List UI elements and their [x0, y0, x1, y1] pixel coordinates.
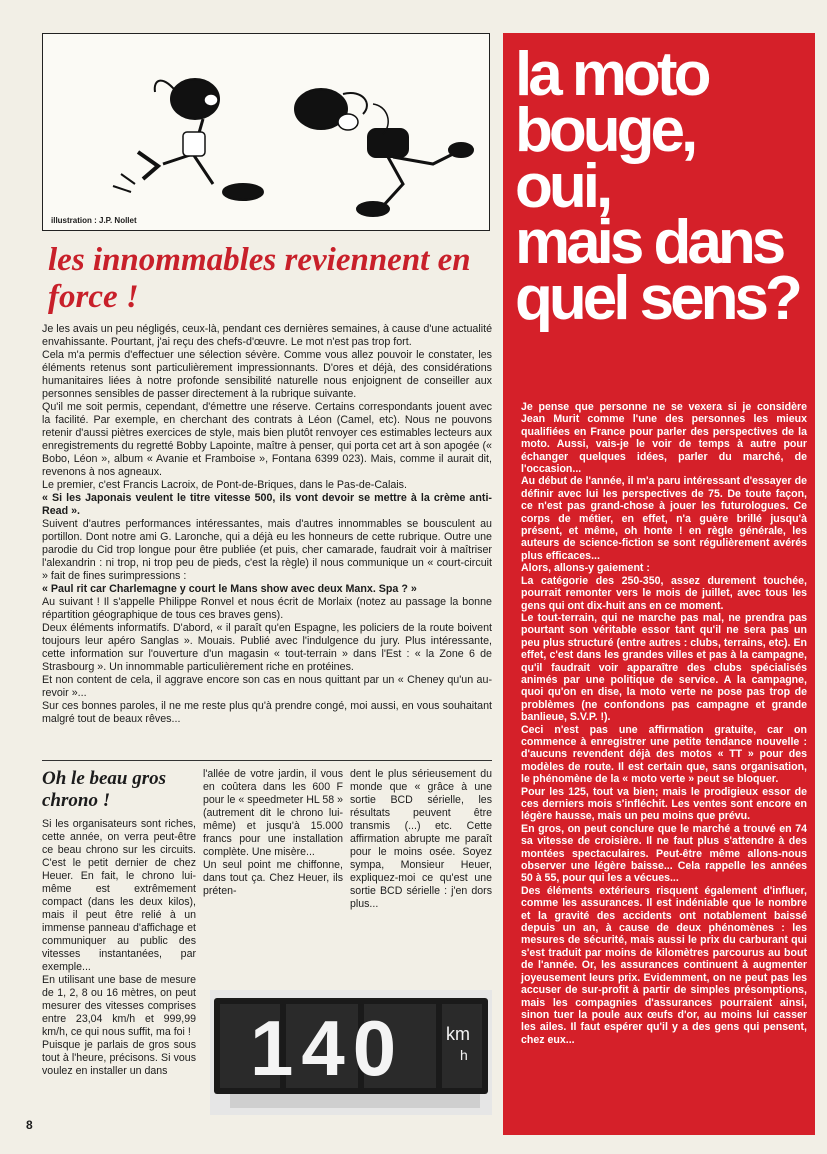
running-figures-drawing	[43, 34, 489, 230]
sidebar-title-line: mais dans	[515, 208, 783, 277]
article-paragraph: Je les avais un peu négligés, ceux-là, pendant ces dernières semaines, à cause d'une actualité envahissante. Pourtant, j'ai reçu des chefs-d'œuvre. Le mot n'est pas trop fort.	[42, 323, 493, 348]
display-unit-h: h	[460, 1047, 468, 1063]
sidebar-title-line: oui,	[515, 152, 610, 221]
chrono-paragraph: En utilisant une base de mesure de 1, 2, 8 ou 16 mètres, on peut mesurer des vitesses comprises entre 23,04 km/h et 999,99 km/h, ce qui nous suffit, ma foi !	[42, 974, 196, 1038]
sidebar-title-line: la moto	[515, 40, 708, 109]
sidebar-paragraph: Ceci n'est pas une affirmation gratuite, car on commence à enregistrer une petite tendance nouvelle : d'aucuns revendent déjà des motos « TT » pour des modèles de route. Il est certain que, sans organisation, le phénomène de la « moto verte » peut se bloquer.	[521, 723, 807, 786]
sidebar-paragraph: La catégorie des 250-350, assez durement touchée, pourrait remonter vers le mois de juillet, avec tous les gens qui ont dix-huit ans en ce moment.	[521, 574, 807, 612]
chrono-paragraph: Si les organisateurs sont riches, cette année, on verra peut-être ce beau chrono sur les circuits. C'est le petit dernier de chez Heuer. En fait, le chrono lui-même est extrêmement compact (dans les deux kilos), mais il peut être relié à un immense panneau d'affichage et communiquer au public des vitesses instantanées, par exemple...	[42, 818, 196, 973]
sidebar-paragraph: Le tout-terrain, qui ne marche pas mal, ne prendra pas pourtant son véritable essor tant qu'il ne sera pas un peu plus structuré (entre autres : clubs, terrains, etc). En effet, c'est dans les grandes villes et pas à la campagne, qu'il faudrait voir apparaître des clubs spécialisés animés par une politique de service. A la campagne, quoi qu'on en dise, la moto verte ne pose pas trop de problèmes (ne confondons pas campagne et grande banlieue, S.V.P. !).	[521, 611, 807, 724]
display-unit-km: km	[446, 1024, 470, 1044]
speed-display-panel	[210, 990, 492, 1115]
sidebar-title	[515, 40, 811, 333]
sidebar-paragraph: Au début de l'année, il m'a paru intéressant d'essayer de définir avec lui les perspectives de 75. De toute façon, ce n'est pas grand-chose à jouer les futurologues. Ce corps de métier, en effet, n'a guère brillé jusqu'à présent, et même, oh honte ! en règle générale, les auteurs de science-fiction se sont régulièrement avérés plus efficaces...	[521, 475, 807, 562]
article-paragraph: Deux éléments informatifs. D'abord, « il paraît qu'en Espagne, les policiers de la route boivent toujours leur apéro Sanglas ». Mouais. Publié avec l'indulgence du jury. Plus intéressante, cette information sur l'ouverture d'un magasin « tout-terrain » dans l'Est : « la Zone 6 de Strasbourg ». Un innommable particulièrement riche en protéines.	[42, 622, 492, 673]
article-paragraph: Cela m'a permis d'effectuer une sélection sévère. Comme vous allez pouvoir le constater, les éléments retenus sont particulièrement impressionnants. D'ores et déjà, des considérations humanitaires liées à notre profonde sensibilité naturelle nous enjoignent de conseiller aux personnes sensibles de passer directement à la rubrique suivante.	[42, 349, 492, 400]
chrono-paragraph: dent le plus sérieusement du monde que « grâce à une sortie BCD sérielle, les résultats peuvent être transmis (...) etc. Cette affirmation abrupte me paraît pour le moins osée. Soyez sympa, Monsieur Heuer, expliquez-moi ce qu'est une sortie BCD sérielle : j'en dors plus...	[350, 768, 492, 910]
chrono-column-1	[42, 768, 196, 1078]
sidebar-body	[521, 401, 807, 1046]
sidebar-title-line: quel sens?	[515, 264, 799, 333]
section-divider	[42, 760, 492, 761]
chrono-paragraph: Puisque je parlais de gros sous tout à l'heure, précisons. Si vous voulez en installer un dans	[42, 1039, 196, 1077]
illustration-credit: illustration : J.P. Nollet	[51, 216, 137, 225]
chrono-column-3	[350, 768, 492, 911]
sidebar-paragraph: Alors, allons-y gaiement :	[521, 562, 650, 575]
article-body	[42, 323, 492, 726]
cartoon-illustration	[42, 33, 490, 231]
sidebar-paragraph: Des éléments extérieurs risquent également d'influer, comme les assurances. Il est indéniable que le nombre et la gravité des accidents ont notablement baissé depuis un an, à cause de deux phénomènes : les mesures de sécurité, mais aussi le prix du carburant qui s'est traduit par moins de kilomètres parcourus au bout de l'année. Or, les assurances continuent à augmenter joyeusement leurs prix. Evidemment, on ne peut pas les accuser de sur-profit à partir de simples présomptions, mais les compagnies d'assurances pourraient ainsi, sinon tuer la poule aux œufs d'or, au moins lui casser les ailes. Il faut espérer qu'il y a des gens qui pensent, chez eux...	[521, 884, 807, 1046]
chrono-column-2	[203, 768, 343, 898]
page-number: 8	[26, 1118, 33, 1132]
chrono-paragraph: l'allée de votre jardin, il vous en coûtera dans les 600 F pour le « speedmeter HL 58 » (autrement dit le chrono lui-même) et jusqu'à 15.000 francs pour une installation complète. Une misère...	[203, 768, 343, 858]
red-sidebar	[503, 33, 815, 1135]
article-quote: « Paul rit car Charlemagne y court le Mans show avec deux Manx. Spa ? »	[42, 583, 417, 595]
article-paragraph: Et non content de cela, il aggrave encore son cas en nous quittant par un « Cheney qu'un au-revoir »...	[42, 674, 492, 699]
sidebar-paragraph: Pour les 125, tout va bien; mais le prodigieux essor de ces derniers mois s'infléchit. Les ventes sont encore en légère hausse, mais un peu moins que prévu.	[521, 785, 807, 823]
article-paragraph: Le premier, c'est Francis Lacroix, de Pont-de-Briques, dans le Pas-de-Calais.	[42, 479, 407, 491]
article-paragraph: Sur ces bonnes paroles, il ne me reste plus qu'à prendre congé, moi aussi, en vous souhaitant malgré tout de beaux rêves...	[42, 700, 492, 725]
article-paragraph: Qu'il me soit permis, cependant, d'émettre une réserve. Certains correspondants jouent avec la facilité. Par exemple, en cherchant des contrats à Léon (Camel, etc). Nous ne pouvons retenir d'aussi piètres exercices de style, mais bien plutôt renvoyer ces estimables lecteurs aux enregistrements du regretté Bobby Lapointe, maître à penser, qui porta cet art à son apogée (« Bobo, Léon », album « Avanie et Framboise », Fontana 6399 023). Mais, comme il aurait dit, revenons à nos agneaux.	[42, 401, 492, 478]
chrono-display-photo	[210, 990, 492, 1115]
article-quote: « Si les Japonais veulent le titre vitesse 500, ils vont devoir se mettre à la crème anti-Read ».	[42, 492, 492, 517]
article-paragraph: Au suivant ! Il s'appelle Philippe Ronvel et nous écrit de Morlaix (notez au passage la bonne répartition géographique de tous ces braves gens).	[42, 596, 492, 621]
sidebar-paragraph: Je pense que personne ne se vexera si je considère Jean Murit comme l'une des personnes les mieux qualifiées en France pour parler des perspectives de la moto. Aussi, vais-je le voir de temps à autre pour échanger quelques idées, parler du marché, de l'occasion...	[521, 401, 807, 476]
display-digits: 140	[250, 1004, 405, 1092]
article-title: les innommables reviennent en force !	[48, 242, 471, 315]
sidebar-title-line: bouge,	[515, 96, 695, 165]
chrono-paragraph: Un seul point me chiffonne, dans tout ça. Chez Heuer, ils préten-	[203, 859, 343, 897]
chrono-title: Oh le beau gros chrono !	[42, 768, 167, 811]
sidebar-paragraph: En gros, on peut conclure que le marché a trouvé en 74 sa vitesse de croisière. Il ne faut plus s'attendre à des montées spectaculaires. Peut-être même allons-nous observer une légère baisse... Cela rappelle les années 50 à 55, pour qui les a vécues...	[521, 822, 807, 885]
article-paragraph: Suivent d'autres performances intéressantes, mais d'autres innommables se bousculent au portillon. Dont notre ami G. Laronche, qui a déjà eu les honneurs de cette rubrique. Outre une parodie du Cid trop longue pour être publiée (et puis, cher camarade, faudrait voir à maîtriser l'alexandrin : ni trop, ni trop peu de pieds, c'est la règle) il nous communique un « court-circuit » fait de fines surimpressions :	[42, 518, 492, 582]
